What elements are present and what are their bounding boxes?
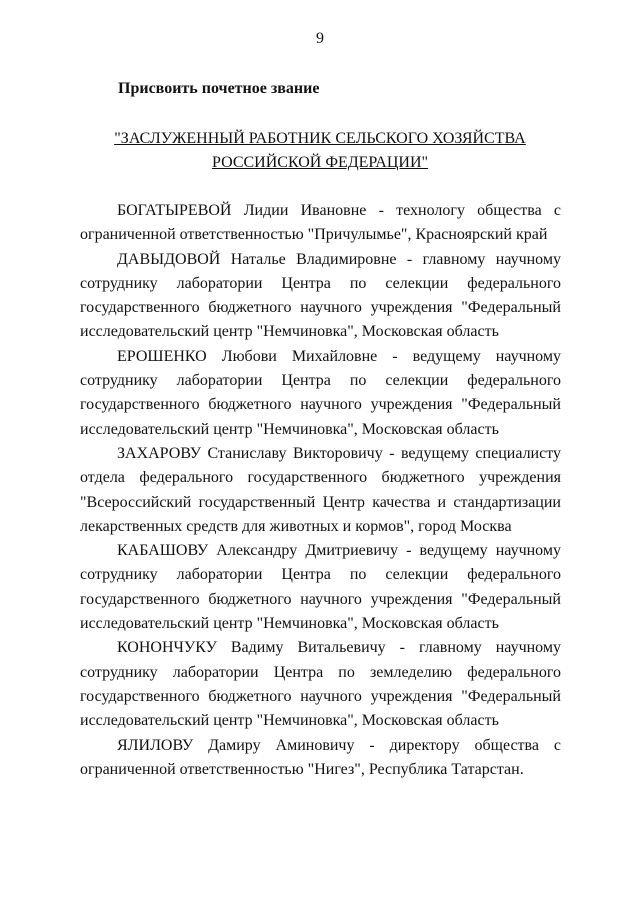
page-number: 9 xyxy=(316,30,324,47)
awardee-paragraph: БОГАТЫРЕВОЙ Лидии Ивановне - технологу общества с ограниченной ответственностью "Причулымье", Красноярский край xyxy=(80,202,561,244)
awardee-paragraph: КАБАШОВУ Александру Дмитриевичу - ведущему научному сотруднику лаборатории Центра по селекции федерального государственного бюджетного научного учреждения "Федеральный исследовательский центр "Немчиновка", Московская область xyxy=(80,542,561,633)
awardee-paragraph: ЕРОШЕНКО Любови Михайловне - ведущему научному сотруднику лаборатории Центра по селекции федерального государственного бюджетного научного учреждения "Федеральный исследовательский центр "Немчиновка", Московская область xyxy=(80,347,561,438)
awardee-paragraph: КОНОНЧУКУ Вадиму Витальевичу - главному научному сотруднику лаборатории Центра по земледелию федерального государственного бюджетного научного учреждения "Федеральный исследовательский центр "Немчиновка", Московская область xyxy=(80,639,561,730)
document-heading: Присвоить почетное звание xyxy=(118,80,320,97)
awardee-paragraph: ЯЛИЛОВУ Дамиру Аминовичу - директору общества с ограниченной ответственностью "Нигез", Республика Татарстан. xyxy=(80,736,561,778)
award-title xyxy=(0,127,640,175)
awardee-paragraph: ЗАХАРОВУ Станиславу Викторовичу - ведущему специалисту отдела федерального государственного бюджетного учреждения "Всероссийский государственный Центр качества и стандартизации лекарственных средств для животных и кормов", город Москва xyxy=(80,444,561,535)
award-title-line-2: РОССИЙСКОЙ ФЕДЕРАЦИИ" xyxy=(211,154,429,171)
award-title-line-1: "ЗАСЛУЖЕННЫЙ РАБОТНИК СЕЛЬСКОГО ХОЗЯЙСТВА xyxy=(114,130,526,147)
awardee-list xyxy=(80,199,561,782)
awardee-paragraph: ДАВЫДОВОЙ Наталье Владимировне - главному научному сотруднику лаборатории Центра по селекции федерального государственного бюджетного научного учреждения "Федеральный исследовательский центр "Немчиновка", Московская область xyxy=(80,250,561,341)
